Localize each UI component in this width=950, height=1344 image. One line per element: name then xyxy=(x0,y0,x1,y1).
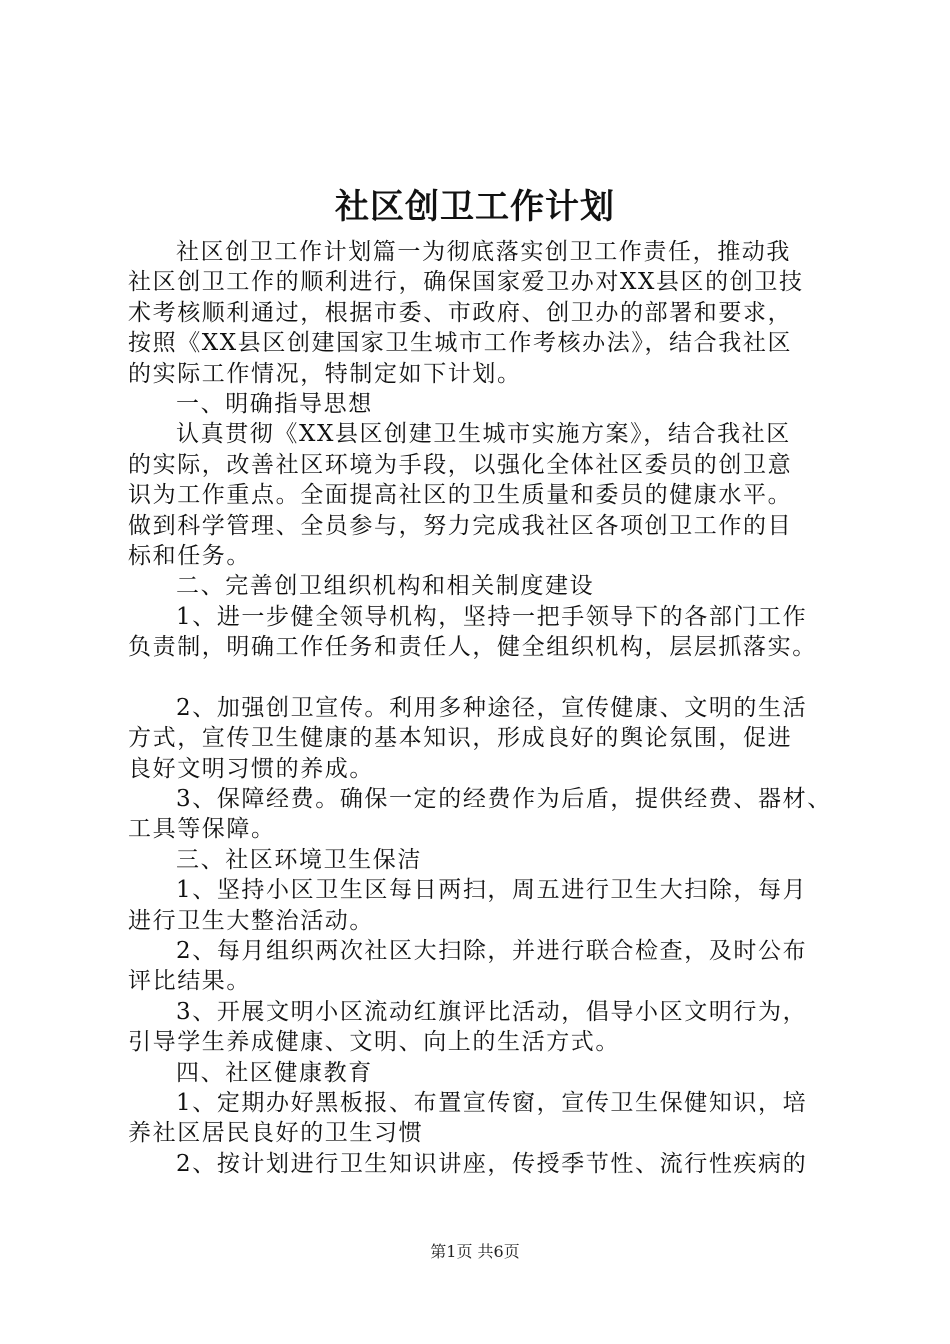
body-line: 养社区居民良好的卫生习惯 xyxy=(128,1120,424,1147)
body-line: 社区创卫工作的顺利进行，确保国家爱卫办对XX县区的创卫技 xyxy=(128,269,804,296)
body-line: 引导学生养成健康、文明、向上的生活方式。 xyxy=(128,1029,620,1056)
body-line: 工具等保障。 xyxy=(128,816,276,843)
body-line: 四、社区健康教育 xyxy=(176,1059,373,1086)
body-line: 1、坚持小区卫生区每日两扫，周五进行卫生大扫除，每月 xyxy=(176,877,808,904)
body-line: 1、进一步健全领导机构，坚持一把手领导下的各部门工作 xyxy=(176,603,808,630)
body-line: 二、完善创卫组织机构和相关制度建设 xyxy=(176,573,595,600)
body-line: 的实际，改善社区环境为手段，以强化全体社区委员的创卫意 xyxy=(128,451,793,478)
body-line: 评比结果。 xyxy=(128,968,251,995)
body-line: 的实际工作情况，特制定如下计划。 xyxy=(128,360,522,387)
body-line: 认真贯彻《XX县区创建卫生城市实施方案》，结合我社区 xyxy=(176,421,791,448)
document-body xyxy=(128,237,834,1179)
body-line: 识为工作重点。全面提高社区的卫生质量和委员的健康水平。 xyxy=(128,482,793,509)
body-line: 1、定期办好黑板报、布置宣传窗，宣传卫生保健知识，培 xyxy=(176,1089,808,1116)
body-line: 一、明确指导思想 xyxy=(176,390,373,417)
body-line: 三、社区环境卫生保洁 xyxy=(176,846,422,873)
body-line: 2、按计划进行卫生知识讲座，传授季节性、流行性疾病的 xyxy=(176,1150,808,1177)
body-line: 良好文明习惯的养成。 xyxy=(128,755,374,782)
body-line: 3、保障经费。确保一定的经费作为后盾，提供经费、器材、 xyxy=(176,786,832,813)
body-line: 3、开展文明小区流动红旗评比活动，倡导小区文明行为， xyxy=(176,998,808,1025)
body-line: 2、每月组织两次社区大扫除，并进行联合检查，及时公布 xyxy=(176,937,808,964)
document-title: 社区创卫工作计划 xyxy=(335,187,615,227)
body-line: 进行卫生大整治活动。 xyxy=(128,907,374,934)
blank-line xyxy=(128,662,834,692)
body-line: 方式，宣传卫生健康的基本知识，形成良好的舆论氛围，促进 xyxy=(128,725,793,752)
body-line: 标和任务。 xyxy=(128,542,251,569)
body-line: 术考核顺利通过，根据市委、市政府、创卫办的部署和要求， xyxy=(128,299,793,326)
body-line: 负责制，明确工作任务和责任人，健全组织机构，层层抓落实。 xyxy=(128,634,817,661)
page-footer: 第1页 共6页 xyxy=(430,1242,520,1261)
body-line: 社区创卫工作计划篇一为彻底落实创卫工作责任，推动我 xyxy=(176,239,791,265)
body-line: 按照《XX县区创建国家卫生城市工作考核办法》，结合我社区 xyxy=(128,330,793,357)
body-line: 做到科学管理、全员参与，努力完成我社区各项创卫工作的目 xyxy=(128,512,793,539)
body-line: 2、加强创卫宣传。利用多种途径，宣传健康、文明的生活 xyxy=(176,694,808,721)
